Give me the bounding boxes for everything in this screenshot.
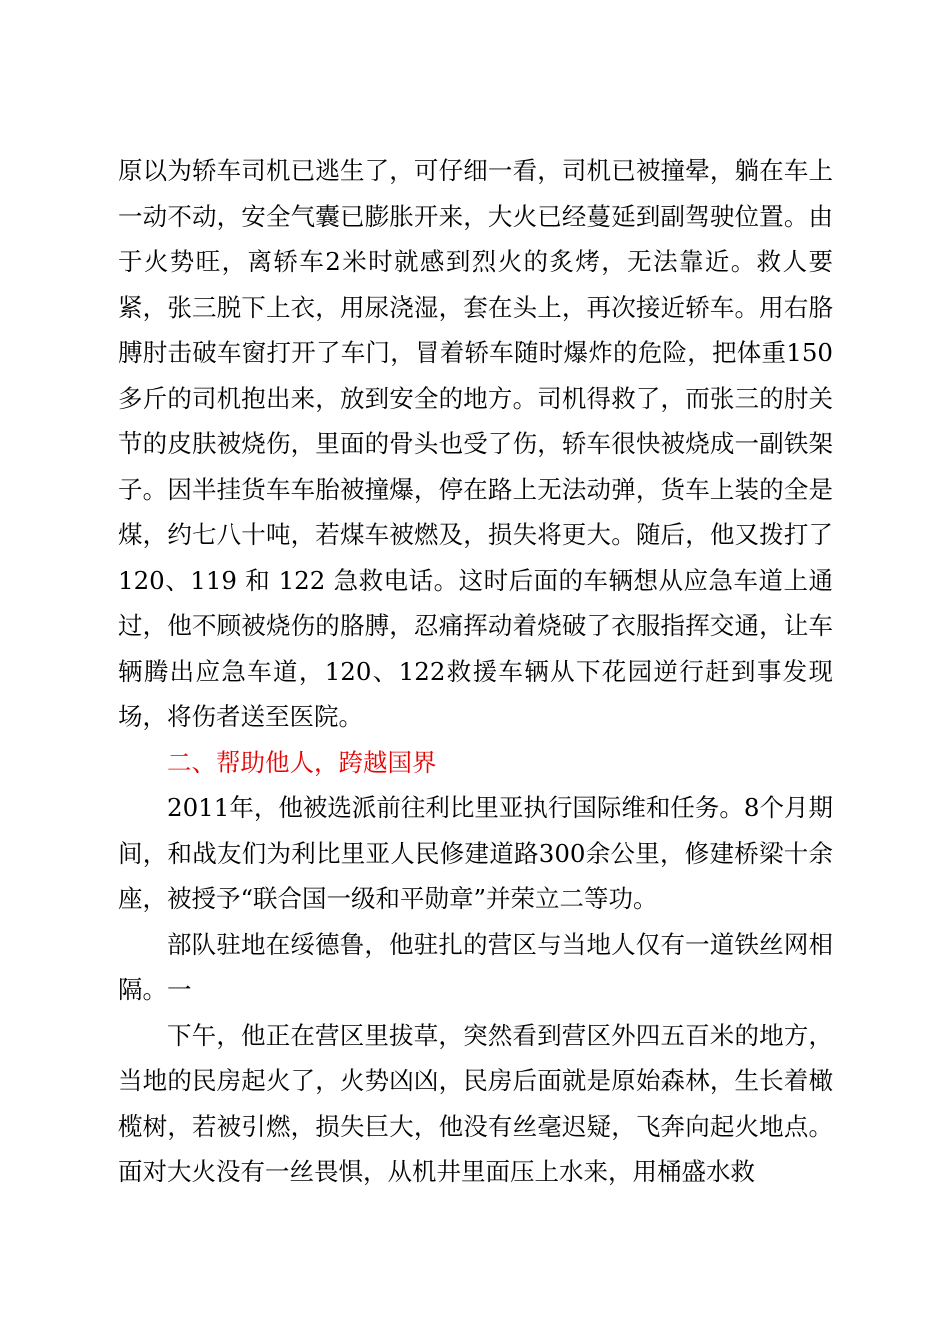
section-heading-text: 二、帮助他人，跨越国界 [167,747,437,777]
body-paragraph: 下午，他正在营区里拔草，突然看到营区外四五百米的地方，当地的民房起火了，火势凶凶，民房后面就是原始森林，生长着橄榄树，若被引燃，损失巨大，他没有丝毫迟疑，飞奔向起火地点。面对大火没有一丝畏惧，从机井里面压上水来，用桶盛水救 [118,1020,833,1186]
section-heading [118,740,833,786]
body-paragraph: 2011年，他被选派前往利比里亚执行国际维和任务。8个月期间，和战友们为利比里亚人民修建道路300余公里，修建桥梁十余座，被授予“联合国一级和平勋章”并荣立二等功。 [118,793,833,913]
document-page [118,148,833,1195]
body-paragraph-continued: 原以为轿车司机已逃生了，可仔细一看，司机已被撞晕，躺在车上一动不动，安全气囊已膨胀开来，大火已经蔓延到副驾驶位置。由于火势旺，离轿车2米时就感到烈火的炙烤，无法靠近。救人要紧，张三脱下上衣，用尿浇湿，套在头上，再次接近轿车。用右胳膊肘击破车窗打开了车门，冒着轿车随时爆炸的危险，把体重150多斤的司机抱出来，放到安全的地方。司机得救了，而张三的肘关节的皮肤被烧伤，里面的骨头也受了伤，轿车很快被烧成一副铁架子。因半挂货车车胎被撞爆，停在路上无法动弹，货车上装的全是煤，约七八十吨，若煤车被燃及，损失将更大。随后，他又拨打了 120、119 和 122 急救电话。这时后面的车辆想从应急车道上通过，他不顾被烧伤的胳膊，忍痛挥动着烧破了衣服指挥交通，让车辆腾出应急车道，120、122救援车辆从下花园逆行赶到事发现场，将伤者送至医院。 [118,156,833,731]
body-paragraph: 部队驻地在绥德鲁，他驻扎的营区与当地人仅有一道铁丝网相隔。一 [118,929,833,1004]
